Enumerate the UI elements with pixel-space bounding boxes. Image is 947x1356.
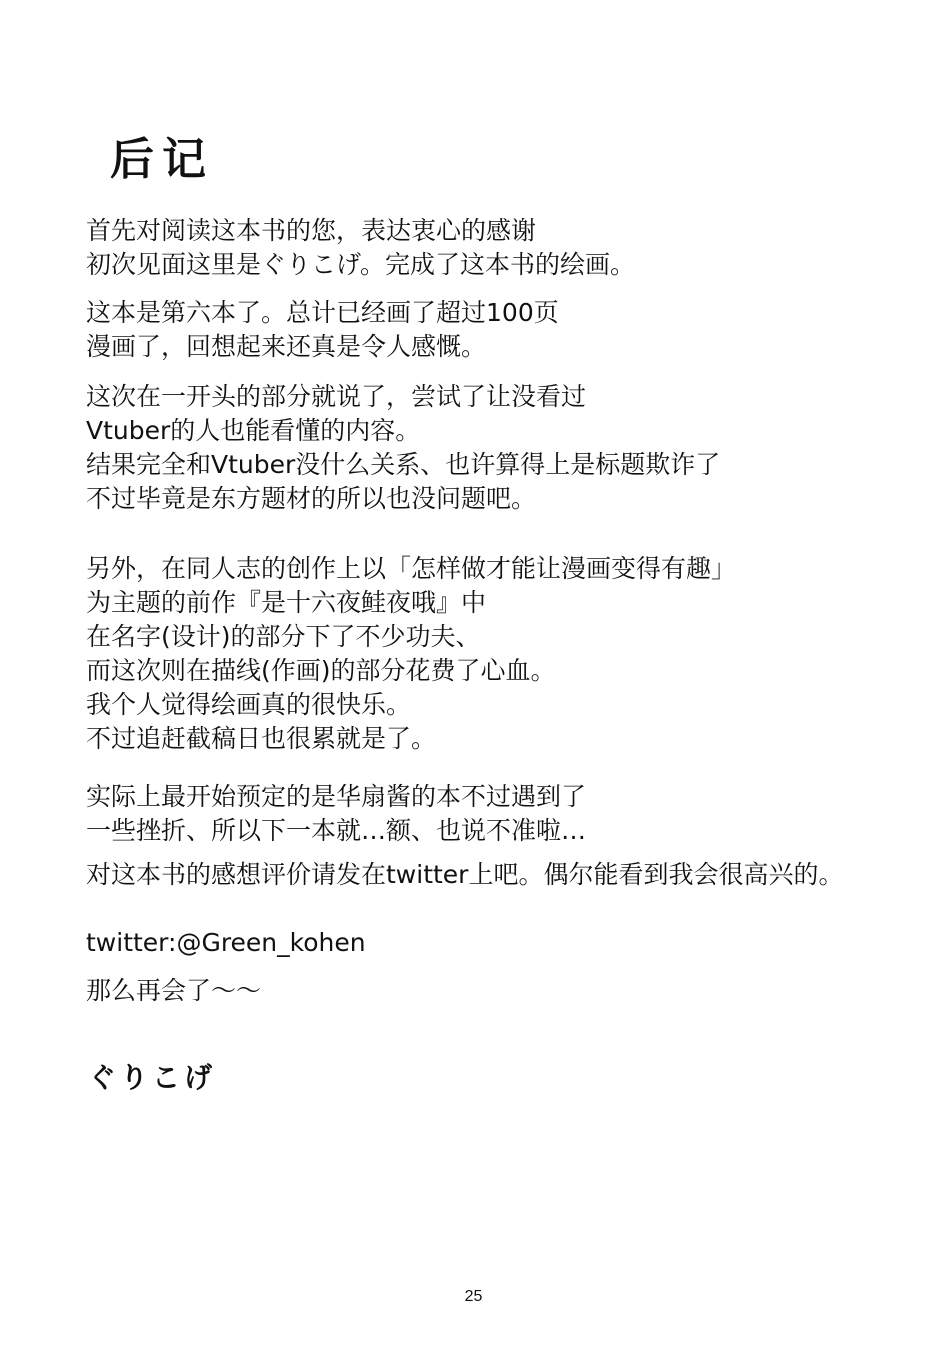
text-line: 漫画了，回想起来还真是令人感慨。 [86,332,487,361]
text-line: 另外，在同人志的创作上以「怎样做才能让漫画变得有趣」 [86,554,737,583]
text-line: 那么再会了〜〜 [86,976,262,1005]
text-line: 我个人觉得绘画真的很快乐。 [86,690,412,719]
text-line: 结果完全和Vtuber没什么关系、也许算得上是标题欺诈了 [86,450,721,479]
paragraph-feedback [86,858,843,892]
page-number: 25 [464,1288,483,1305]
paragraph-creation [86,552,736,756]
text-line: Vtuber的人也能看懂的内容。 [86,416,421,445]
text-line: twitter:@Green_kohen [86,928,366,957]
text-line: 一些挫折、所以下一本就…额、也说不准啦… [86,816,587,845]
text-line: 为主题的前作『是十六夜鲑夜哦』中 [86,588,487,617]
text-line: 不过毕竟是东方题材的所以也没问题吧。 [86,484,537,513]
paragraph-thanks [86,214,635,282]
paragraph-next-book [86,780,586,848]
page-title: 后记 [110,134,214,185]
paragraph-vtuber [86,380,720,516]
text-line: 首先对阅读这本书的您，表达衷心的感谢 [86,216,537,245]
twitter-handle [86,926,366,960]
text-line: 而这次则在描线(作画)的部分花费了心血。 [86,656,556,685]
text-line: 这次在一开头的部分就说了，尝试了让没看过 [86,382,587,411]
text-line: 实际上最开始预定的是华扇酱的本不过遇到了 [86,782,587,811]
paragraph-farewell [86,974,261,1008]
text-line: 对这本书的感想评价请发在twitter上吧。偶尔能看到我会很高兴的。 [86,860,844,889]
author-signature: ぐりこげ [88,1061,217,1094]
paragraph-sixth-book [86,296,559,364]
text-line: 在名字(设计)的部分下了不少功夫、 [86,622,481,651]
text-line: 初次见面这里是ぐりこげ。完成了这本书的绘画。 [86,250,636,279]
text-line: 这本是第六本了。总计已经画了超过100页 [86,298,559,327]
text-line: 不过追赶截稿日也很累就是了。 [86,724,437,753]
